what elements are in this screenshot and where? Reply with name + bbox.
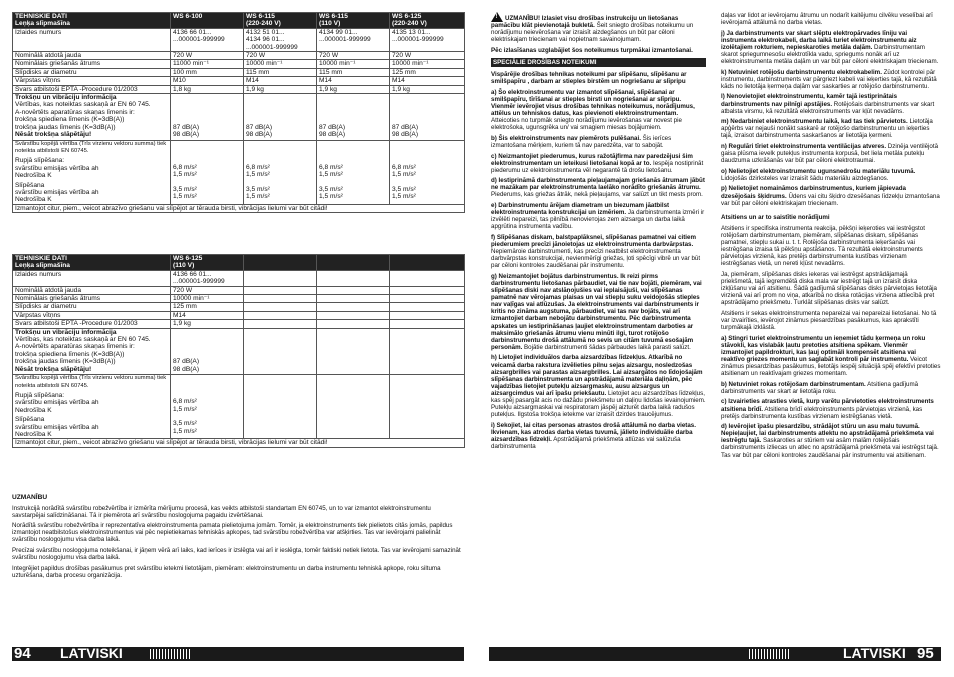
paragraph-text: Ūdens vai citu šķidro dzesēšanas līdzekļu izmantošana var būt par cēloni elektriskajam triecienam. <box>721 192 940 207</box>
noise-label-line: trokšņa spiediena līmenis (K=3dB(A)) <box>15 350 125 358</box>
table-cell: M10 <box>171 77 244 85</box>
noise-value <box>317 94 390 140</box>
uzmanibu-section <box>12 494 462 582</box>
safety-paragraph <box>721 271 941 306</box>
noise-value <box>244 328 317 374</box>
table-cell <box>244 303 317 311</box>
table-cell: 115 mm <box>244 68 317 76</box>
noise-value <box>244 94 317 140</box>
noise-label-line: trokšņa jaudas līmenis (K=3dB(A)) <box>15 123 116 131</box>
warning-keep: Pēc izlasīšanas uzglabājiet šos noteikumus turpmākai izmantošanai. <box>491 46 693 54</box>
paragraph-bold: l) Nenovietojiet elektroinstrumentu, kamēr tajā iestiprinātais darbinstruments nav pilnīgi apstājies. <box>721 93 898 108</box>
paragraph-bold: d) Iestiprinămā darbinstrumenta pieļaujamajam griešanās ātrumam jābūt ne mazākam par elektroinstrumenta laelāko norādīto griešanās ātrumu. <box>491 177 705 192</box>
paragraph-bold: g) Neizmantojiet bojātus darbinstrumentus. Ik reizi pirms darbinstrumentu lietošanas pārbaudiet, vai tie nav bojāti, piemēram, vai slīpēšanas diski nav atslāņojušies vai ieplaisājuši, vai slīpēšanas pamatnē nav vērojamas plaisas un vai stiepļu suku veidojošās stieples nav vaļīgas vai atlūzušas. Ja elektroinstruments vai darbinstruments ir kritis no zināma augstuma, pārbaudiet, vai tas nav bojāts, vai arī izmantojiet darbam nebojātu darbinstrumentu. Pēc darbinstrumenta apskates un iestiprināšanas ļaujiet elektroinstrumentam darboties ar maksimālo griešanās ātrumu vienu minūti ilgi, turot rotējošo darbinstrumentu drošā attālumā no sevis un citām tuvumā esošajām personām. <box>491 272 702 351</box>
vibration-label-line: Svārstību kopējā vērtība (Trīs virzienu vektoru summa) tiek noteikta atbilstoši EN 60745. <box>15 140 167 154</box>
paragraph-bold: m) Nedarbiniet elektroinstrumentu laikā, kad tas tiek pārvietots. <box>721 118 908 126</box>
noise-label-line: Trokšņu un vibrāciju informācija <box>15 328 117 336</box>
noise-label-line: Trokšņu un vibrāciju informācija <box>15 94 117 102</box>
table-cell <box>390 311 465 319</box>
table-cell <box>244 311 317 319</box>
paragraph-text: Ja darbinstrumenta izmēri ir izvēlēti nepareizi, tas pilnībā nenoviетojas zem aizsarga un darba laikā apgrūtina instrumenta vadību. <box>491 209 705 231</box>
vibration-label-line: svārstību emisijas vērtība ah <box>15 423 99 431</box>
paragraph-text: Apstrādājamā priekšmeta atlūzas vai salūzuša darbinstrumenta <box>491 435 681 451</box>
table-row <box>13 28 465 51</box>
noise-row <box>13 328 465 374</box>
table-cell: 720 W <box>390 52 465 60</box>
right-column-2 <box>721 12 941 462</box>
table-cell <box>244 286 317 294</box>
table-header-cell: WS 6-115 (110 V) <box>317 13 390 29</box>
table-header-cell: WS 6-100 <box>171 13 244 29</box>
paragraph-text: Atteicoties no turpmāk sniegto norādījumu ievērošanas var novest pie elektrošoka, ugunsgrēka un/ vai smagiem miesas bojājumiem. <box>491 117 682 132</box>
table-header-cell: WS 6-125 (220-240 V) <box>390 13 465 29</box>
table-header-cell <box>317 255 390 271</box>
vibration-label <box>13 375 171 439</box>
table-cell: 115 mm <box>317 68 390 76</box>
noise-value <box>171 94 244 140</box>
vibration-value-text: 6,8 m/s² 1,5 m/s² 3,5 m/s² 1,5 m/s² <box>173 398 197 435</box>
table-cell: M14 <box>390 77 465 85</box>
warning-text: Šeit sniegto drošības noteikumu un norādījumu neievērošana var izraisīt aizdegšanos un būt par cēloni elektriskajam triecienam vai nopietnam savainojumam. <box>491 22 694 44</box>
table-cell <box>317 311 390 319</box>
noise-label-line: Vērtības, kas noteiktas saskaņā ar EN 60 745. <box>15 336 151 344</box>
table-row <box>13 68 465 76</box>
safety-paragraph <box>491 202 706 230</box>
safety-paragraph <box>721 310 941 331</box>
vibration-value <box>244 140 317 204</box>
safety-paragraph <box>491 135 706 149</box>
table-cell: 4135 13 01... ...000001-999999 <box>390 28 465 51</box>
table-row <box>13 60 465 68</box>
paragraph-bold: a) Stingri turiet elektroinstrumentu un ieņemiet tādu ķermeņa un roku stāvokli, kas vislabāk ļautu pretoties atsitiena spēkam. Vienmēr izmantojiet papildrokturi, kas ļauj optimāli kompensēt atsitiena vai reaktīvo griezes momentu un saglabāt kontroli pār instrumentu. <box>721 334 926 363</box>
table-cell: M14 <box>244 77 317 85</box>
noise-label-line: A-novērtēts aparatūras skaņas līmenis ir: <box>15 108 135 116</box>
vibration-value <box>171 140 244 204</box>
uzmanibu-paragraphs <box>12 505 462 579</box>
paragraph-text: Nepiemāroie darbinstrumenti, kas precīzi neatbilst elektroinstrumenta darbvārpstas konstrukcijai, nevienmērīgi griežas, ļoti spēcīgi vibrē un var būt par cēloni kontroles zaudēšanai pār instrumentu. <box>491 248 701 270</box>
table-cell: 1,9 kg <box>244 85 317 93</box>
col2-paragraphs <box>721 12 941 459</box>
noise-row <box>13 94 465 140</box>
warning-bold: UZMANĪBU! Izlasiet visu drošības instrukciju un lietošanas pamācību klāt pievienotajā bukletā. <box>491 15 679 30</box>
vibration-label-line: Nedrošība K <box>15 406 52 414</box>
table-cell: 11000 min⁻¹ <box>171 60 244 68</box>
paragraph-text: Veicot zināmus piesardzības pasākumus, lietotājs iespēj situācijā spēj efektīvi pretoties atsitienam un reaktīvajam griezes momentam. <box>721 355 941 378</box>
table-cell: Slīpdisks ar diametru <box>13 303 171 311</box>
vibration-value-text: 6,8 m/s² 1,5 m/s² 3,5 m/s² 1,5 m/s² <box>319 163 343 201</box>
noise-value-text: 87 dB(A) 98 dB(A) <box>319 123 346 139</box>
tech-data-table-2 <box>12 254 465 448</box>
page-language: LATVISKI <box>60 645 123 661</box>
table-cell <box>317 295 390 303</box>
paragraph-bold: h) Lietojiet individuālos darba aizsardzības līdzekļus. Atkarībā no veicamā darba rakstura izvēlieties pilnu sejas aizsargu, nosledzošas aizsargbrilles vai parastas aizsargbrilles. Lai aizsargātos no līdojošajām slīpēšanas darbinstrumenta un apstrādājamā materiāla daļiņām, pēc vajadzības lietojiet putekļu aizsargmasku, ausu aizsargus un aizsargcimdus vai arī īpašu priekšautu. <box>491 354 703 397</box>
paragraph-bold: c) Izvairieties atrasties vietā, kurp varētu pārvietoties elektroinstruments atsitiena brīdī. <box>721 398 934 413</box>
table-header-cell <box>390 255 465 271</box>
paragraph-text: Lietojiet acu aizsardzības līdzekļus, kas spēj pasargāt acis no dažādu priekšmetu un daļiņu lidošas ievainojumiem. Putekļu aizsargmaskai vai respiratoram jāspēj aizturēt darba laikā radušos putekļus. Ilgstoša trokšņa ietekme var izraisīt dzirdes traucējumus. <box>491 389 706 419</box>
table-header-cell: WS 6-115 (220-240 V) <box>244 13 317 29</box>
paragraph-bold: b) Šis elektroinstruments nav piemērots pulēšanai. <box>491 134 641 142</box>
paragraph-bold: j) Ja darbinstruments var skart slēptu elektropārvades līniju vai instrumenta elektrokabeli, darba laikā turiet elektroinstrumentu aiz izolētajiem rokturiem, nepieskaroties metāla daļām. <box>721 29 917 51</box>
table-cell <box>390 295 465 303</box>
table-row <box>13 85 465 93</box>
vibration-label-line: svārstību emisijas vērtība ah <box>15 188 99 196</box>
table-cell: 4132 51 01... 4134 96 01... ...000001-999999 <box>244 28 317 51</box>
vibration-label-line: Slīpēšana <box>15 416 45 424</box>
subsection-heading <box>721 214 941 221</box>
paragraph-text: daļas var lidot ar ievērojamu ātrumu un nodarīt kaitējumu cilvēku veselībai arī ievērojamā attālumā no darba vietas. <box>721 12 933 27</box>
table-cell: M14 <box>317 77 390 85</box>
vibration-label-line: Rupjā slīpēšana: <box>15 157 65 165</box>
uzmanibu-paragraph: Instrukcijā norādītā svārstību robežvērtība ir izmērīta mērījumu procesā, kas veikts atbilstoši standartam EN 60745, un to var izmantot elektroinstrumentu savstarpējai salīdzināšanai. Tā ir piemērota arī svārstību noslogojuma pagaidu izvērtēšanai. <box>12 504 431 519</box>
vibration-row <box>13 140 465 204</box>
right-page <box>477 0 954 677</box>
paragraph-bold: p) Nelietojiet nomaināmos darbinstrumentus, kuriem jāpievada dzesējošais šķidrums. <box>721 185 906 200</box>
table-cell: 125 mm <box>390 68 465 76</box>
paragraph-text: Atsitiens ir specifiska instrumenta reakcija, pēkšņi ieķeroties vai iestrēgstot rotējošam darbinstrumentam, piemēram, slīpēšanas diskam, slīpēšanas pamatnei, stiepļu sukai u. t. t. Rotējoša darbinstrumenta ieķeršanās vai iestrēgšana izraisa tā pēkšņu apstāšanos. Tā rezultātā elektroinstruments pārvietojas virzienā, kas pretējs darbinstrumenta kustības virzienam iestrēgšanas vietā, un nereti kļūst nevadāms. <box>721 224 925 268</box>
table-header-cell <box>244 255 317 271</box>
table-row <box>13 295 465 303</box>
table-cell: Vārpstas vītņns <box>13 77 171 85</box>
vibration-label-line: Nedrošība K <box>15 430 52 438</box>
safety-paragraph <box>491 71 706 85</box>
table-cell <box>317 286 390 294</box>
paragraph-bold: Atsitiens un ar to saistītie norādījumi <box>721 213 830 221</box>
noise-label-line: trokšņa spiediena līmenis (K=3dB(A)) <box>15 116 125 124</box>
warning-block <box>491 12 706 43</box>
paragraph-bold: o) Nelietojiet elektroinstrumentu ugunsnedrošu materiālu tuvumā. <box>721 167 916 175</box>
section-heading: SPECIĀLIE DROŠĪBAS NOTEIKUMI <box>491 58 706 67</box>
table-cell: 10000 min⁻¹ <box>171 295 244 303</box>
table-cell <box>317 320 390 328</box>
paragraph-text: Rotējošais darbinstruments var skart atbalsta virsmu, kā rezultātā elektroinstruments var kļūt nevadāms. <box>721 100 935 115</box>
safety-paragraph <box>491 234 706 269</box>
noise-value-text: 87 dB(A) 98 dB(A) <box>173 358 200 373</box>
table-cell: Nominālā atdotā jauda <box>13 52 171 60</box>
page-number: 95 <box>917 645 934 662</box>
safety-paragraph <box>721 381 941 395</box>
table-cell: Izlaides numurs <box>13 270 171 286</box>
tech-data-table-1 <box>12 12 465 213</box>
vibration-value <box>317 140 390 204</box>
table-cell: Svars atbilstoši EPTA -Procedure 01/2003 <box>13 85 171 93</box>
paragraph-text: Šis ierīces izmantošana mērķiem, kuriem tā nav paredzēta, var to sabojāt. <box>491 134 672 149</box>
table-cell: 4136 66 01... ...000001-999999 <box>171 270 244 286</box>
table-cell: 1,9 kg <box>317 85 390 93</box>
table-cell: 1,9 kg <box>390 85 465 93</box>
table-row <box>13 270 465 286</box>
vibration-value <box>390 140 465 204</box>
table-cell: 1,9 kg <box>171 320 244 328</box>
table-row <box>13 286 465 294</box>
table-cell: Nominālā atdotā jauda <box>13 286 171 294</box>
noise-label-line: Nēsāt trokšņa slāpētāju! <box>15 131 92 139</box>
table-row <box>13 320 465 328</box>
footer-hatch <box>150 649 190 659</box>
table-row <box>13 303 465 311</box>
noise-value <box>171 328 244 374</box>
table-cell <box>390 270 465 286</box>
noise-label <box>13 328 171 374</box>
table-cell: 10000 min⁻¹ <box>317 60 390 68</box>
table-cell <box>244 320 317 328</box>
paragraph-text: Atsitiena gadījumā darbinstruments var skart ar lietotāja roku. <box>721 380 919 395</box>
paragraph-bold: k) Netuviniet rotējošu darbinstrumentu elektrokabelim. <box>721 68 882 76</box>
paragraph-text: Darbinstrumentam skarot spriegumnesošu elektrotīkla vadu, spriegums nonāk arī uz elektroinstrumenta metāla daļām un var būt par cēloni elektriskajam triecienam. <box>721 43 939 66</box>
table-cell <box>317 270 390 286</box>
table-header-cell: TEHNISKIE DATI Leņķa slīpmašīna <box>13 255 171 271</box>
safety-paragraph <box>491 89 706 132</box>
safety-paragraph <box>721 143 941 164</box>
table-header-cell: WS 6-125 (110 V) <box>171 255 244 271</box>
noise-label-line: A-novērtēts aparatūras skaņas līmenis ir: <box>15 343 135 351</box>
table-footnote: Izmantojot citur, piem., veicot abrazīvo griešanu vai slīpējot ar tērauda birsti, vibrācijas lielumi var būt citādi! <box>13 439 465 447</box>
safety-paragraph <box>721 118 941 139</box>
paragraph-bold: b) Netuviniet rokas rotējošam darbinstrumentam. <box>721 380 866 388</box>
table-cell: 4134 99 01... ...000001-999999 <box>317 28 390 51</box>
table-cell <box>244 295 317 303</box>
table-cell: 10000 min⁻¹ <box>390 60 465 68</box>
table-cell: 720 W <box>317 52 390 60</box>
table-header-row <box>13 255 465 271</box>
safety-paragraph <box>721 12 941 26</box>
table-cell <box>390 286 465 294</box>
vibration-label-line: Nedrošība K <box>15 172 52 180</box>
col1-paragraphs <box>491 71 706 450</box>
paragraph-text: Atsitiena brīdī elektroinstruments pārvietojas virzienā, kas pretējs darbinstrumenta kustības virzienam iestrēgšanas vietā. <box>721 405 923 420</box>
uzmanibu-paragraph: Norādītā svārstību robežvērtība ir reprezentatīva elektroinstrumenta pamata pielietojuma jomām. Tomēr, ja elektroinstruments tiek pielietots citās jomās, papildus izmantojot neatbilstošus elektroinstrumentus vai pēc nepietiekamas tehniskās apkopes, tad svārstību robežvērtība var atšķirties. Tas var ievērojami palielināt svārstību noslogojumu visa darba laikā. <box>12 522 453 544</box>
noise-label <box>13 94 171 140</box>
table-cell: 720 W <box>171 52 244 60</box>
paragraph-text: Iespēja nostiprināt piederumu uz elektroinstrumenta vēl negarantē tā drošu lietošanu. <box>491 159 704 174</box>
paragraph-text: Zūdot kontrolei pār instrumentu, darbinstruments var pārgriezt kabeli vai ieķerties tajā, kā rezultātā kāds no lietotāja ķermeņa daļām var saskarties ar rotējošo darbinstrumentu. <box>721 68 937 90</box>
footnote-row <box>13 439 465 447</box>
paragraph-text: Bojātie darbinstrumenti šādas pārbaudes laikā parasti salūzt. <box>524 343 691 351</box>
uzmanibu-paragraph: Integrējiet papildus drošības pasākumus pret svārstību ietekmi lietotājam, piemēram: elektroinstrumentu un darba instrumentu tehniskā apkope, roku siltuma uzturēšana, darba procesu organizācija. <box>12 564 441 579</box>
vibration-value <box>244 375 317 439</box>
paragraph-bold: n) Regulāri tīriet elektroinstrumenta ventilācijas atveres. <box>721 143 887 150</box>
safety-paragraph <box>491 153 706 174</box>
noise-value <box>390 328 465 374</box>
table-header-cell: TEHNISKIE DATI Leņķa slīpmašīna <box>13 13 171 29</box>
safety-paragraph <box>491 354 706 418</box>
paragraph-bold: i) Sekojiet, lai citas personas atrastos drošā attālumā no darba vietas. Ikvienam, kas atrodas darba vietas tuvumā, jālieto individuālie darba aizsardzības līdzekļi. <box>491 421 696 443</box>
safety-paragraph <box>491 177 706 198</box>
noise-label-line: Vērtības, kas noteiktas saskaņā ar EN 60 745. <box>15 101 151 109</box>
vibration-value <box>390 375 465 439</box>
table-cell: 125 mm <box>171 303 244 311</box>
noise-value-text: 87 dB(A) 98 dB(A) <box>246 123 273 139</box>
table-cell <box>390 303 465 311</box>
noise-value <box>317 328 390 374</box>
safety-paragraph <box>721 423 941 458</box>
vibration-label-line: svārstību emisijas vērtība ah <box>15 164 99 172</box>
paragraph-text: Atsitiens ir sekas elektroinstrumenta nepareizai vai nepareizai lietošanai. No tā var izvairīties, ievērojot zināmus piesardzības pasākumus, kas aprakstīti turpmākajā izklāstā. <box>721 309 937 332</box>
warning-triangle-icon <box>491 12 503 22</box>
paragraph-text: Ja, piemēram, slīpēšanas disks iekeras vai iestrēgst apstrādājamajā priekšmetā, tajā iegremdētā diska mala var iestrēgt tajā un izraisīt diska izkļūšanu vai arī atsitienu. Šādā gadījumā slīpēšanas disks pārvietojas lietotāja virzienā vai arī prom no viņa, atkarībā no diska rotācijas virziena attiecībā pret apstrādājamo priekšmetu. Turklāt slīpēšanas disks var salūzt. <box>721 270 937 307</box>
safety-paragraph <box>491 422 706 450</box>
table-cell: 10000 min⁻¹ <box>244 60 317 68</box>
safety-paragraph <box>721 225 941 268</box>
right-column-1 <box>491 12 706 454</box>
paragraph-text: Saskaroties ar stūriem vai asām malām rotējošais darbinstruments izliecas un atlec no apstrādājamā priekšmeta vai iestrēgst tajā. Tas var būt par cēloni kontroles zaudēšanai pār instrumentu vai atsitienam. <box>721 437 939 459</box>
noise-label-line: Nēsāt trokšņa slāpētāju! <box>15 365 92 373</box>
safety-paragraph <box>721 335 941 378</box>
table-row <box>13 52 465 60</box>
table-header-row <box>13 13 465 29</box>
noise-value-text: 87 dB(A) 98 dB(A) <box>173 123 200 139</box>
table-cell: 720 W <box>171 286 244 294</box>
safety-paragraph <box>721 168 941 182</box>
vibration-label-line: Slīpēšana <box>15 181 45 189</box>
table-cell: 1,8 kg <box>171 85 244 93</box>
safety-paragraph <box>721 185 941 206</box>
noise-value <box>390 94 465 140</box>
safety-paragraph <box>491 273 706 351</box>
uzmanibu-paragraph: Precīzai svārstību noslogojuma noteikšanai, ir jāņem vērā arī laiks, kad ierīces ir izslēgta vai arī ir ieslēgta, tomēr faktiski netiek lietota. Tas var ievērojami samazināt svārstību noslogojumu visa darba laikā. <box>12 547 461 562</box>
safety-paragraph <box>721 398 941 419</box>
footer-hatch <box>749 649 789 659</box>
vibration-label-line: Rupjā slīpēšana: <box>15 391 65 399</box>
safety-paragraph <box>721 69 941 90</box>
footnote-row <box>13 204 465 212</box>
vibration-value <box>171 375 244 439</box>
vibration-label <box>13 140 171 204</box>
paragraph-text: Dzinēja ventilējotā gaisa plūsma ievelk putekļus instrumenta korpusā, bet liela metāla putekļu daudzuma uzkrāšanās var būt par cēloni elektrotraumai. <box>721 143 939 165</box>
table-cell: Nominālais griešanās ātrums <box>13 295 171 303</box>
uzmanibu-title: UZMANĪBU <box>12 494 48 501</box>
vibration-value-text: 6,8 m/s² 1,5 m/s² 3,5 m/s² 1,5 m/s² <box>173 163 197 201</box>
safety-paragraph <box>721 93 941 114</box>
paragraph-bold: Vispārējie drošības tehnikas noteikumi par slīpēšanu, slīpēšanu ar smilšpapīru , darbam ar stieples birstēm un nogriešanu ar slīpripu <box>491 71 687 86</box>
table-row <box>13 311 465 319</box>
vibration-value-text: 6,8 m/s² 1,5 m/s² 3,5 m/s² 1,5 m/s² <box>392 163 416 201</box>
paragraph-bold: e) Darbinstrumentu ārējam diametram un biezumam jāatbilst elektroinstrumenta konstrukcijai un izmēriem. <box>491 202 670 217</box>
vibration-row <box>13 375 465 439</box>
table-cell: Izlaides numurs <box>13 28 171 51</box>
table-row <box>13 77 465 85</box>
paragraph-bold: f) Slīpēšanas diskam, balstpaplāksnei, slīpēšanas pamatnei vai citiem piederumiem precīzi jānoietojas uz elektroinstrumenta darbvārpstas. <box>491 233 696 249</box>
table-cell: Vārpstas vītņns <box>13 311 171 319</box>
table-cell <box>390 320 465 328</box>
page-number: 94 <box>14 645 31 662</box>
vibration-label-line: Svārstību kopējā vērtība (Trīs virzienu vektoru summa) tiek noteikta atbilstoši EN 60745. <box>15 375 167 389</box>
table-cell: 4136 66 01... ...000001-999999 <box>171 28 244 51</box>
paragraph-bold: d) Ievērojiet īpašu piesardzību, strādājot stūru un asu malu tuvumā. Nepieļaujiet, lai darbinstruments atlektu no apstrādājamā priekšmeta vai iestrēgtu tajā. <box>721 423 934 445</box>
paragraph-bold: a) Šo elektroinstrumentu var izmantot slīpēšanai, slīpēšanai ar smilšpapīru, tīrīšanai ar stieples birsti un nogriešanai ar slīpripu. Vienmēr ievērojiet visus drošības tehnikas noteikumus, norādījumus, attēlus un tehniskos datus, kas pievienoti elektroinstrumentam. <box>491 88 695 118</box>
page-language: LATVISKI <box>843 645 906 661</box>
paragraph-text: Lietotāja apģērbs var nejauši nonākt saskarē ar rotējošo darbinstrumentu un ieķerties tajā, izraisot darbinstrumenta saskaršanos ar lietotāja ķermeni. <box>721 118 933 140</box>
paragraph-text: Lidojošās dzirksteles var izraisīt šādu materiālu aizdegšanos. <box>721 174 889 182</box>
table-cell: 720 W <box>244 52 317 60</box>
vibration-label-line: svārstību emisijas vērtība ah <box>15 399 99 407</box>
table-cell: Nominālais griešanās ātrums <box>13 60 171 68</box>
table-footnote: Izmantojot citur, piem., veicot abrazīvo griešanu vai slīpējot ar tērauda birsti, vibrācijas lielumi var būt citādi! <box>13 204 465 212</box>
noise-label-line: trokšņa jaudas līmenis (K=3dB(A)) <box>15 358 116 366</box>
table-cell: 100 mm <box>171 68 244 76</box>
table-cell: Slīpdisks ar diametru <box>13 68 171 76</box>
table-cell: Svars atbilstoši EPTA -Procedure 01/2003 <box>13 320 171 328</box>
noise-value-text: 87 dB(A) 98 dB(A) <box>392 123 419 139</box>
vibration-label-line: Nedrošība K <box>15 196 52 204</box>
vibration-value-text: 6,8 m/s² 1,5 m/s² 3,5 m/s² 1,5 m/s² <box>246 163 270 201</box>
table-cell <box>244 270 317 286</box>
table-cell <box>317 303 390 311</box>
safety-paragraph <box>721 30 941 65</box>
table-cell: M14 <box>171 311 244 319</box>
paragraph-bold: c) Neizmantojiet piederumus, kurus ražotājfirma nav paredzējusi šim elektroinstrumentam un ieteikusi lietošanai kopā ar to. <box>491 152 693 167</box>
vibration-value <box>317 375 390 439</box>
paragraph-text: Piederums, kas griežas ātrāk, nekā pieļaujams, var salūzt un tikt mests prom. <box>491 191 703 199</box>
